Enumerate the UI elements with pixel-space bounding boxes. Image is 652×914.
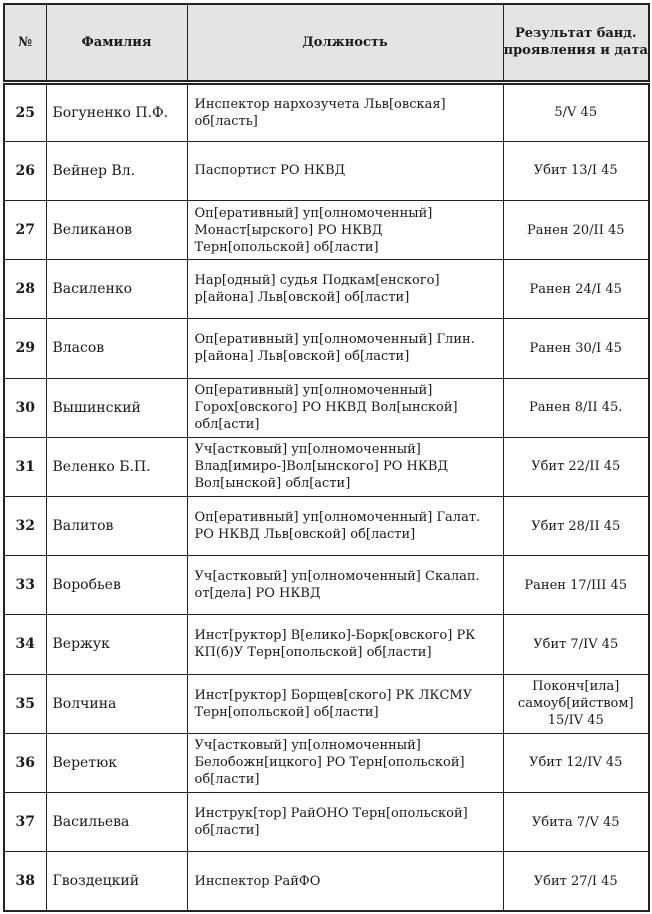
- row-result: Убит 28/II 45: [503, 496, 649, 555]
- row-number: 28: [4, 260, 46, 319]
- header-surname: Фамилия: [46, 4, 187, 82]
- row-surname: Воробьев: [46, 556, 187, 615]
- row-surname: Вержук: [46, 615, 187, 674]
- header-result: [503, 4, 649, 82]
- row-position: Уч[астковый] уп[олномоченный] Белобожн[ицкого] РО Терн[опольской] об[ласти]: [187, 733, 503, 792]
- table-row: [4, 733, 649, 792]
- table-row: [4, 319, 649, 378]
- row-position: Уч[астковый] уп[олномоченный] Скалап. от[дела] РО НКВД: [187, 556, 503, 615]
- row-result: Убит 7/IV 45: [503, 615, 649, 674]
- row-position: Инст[руктор] В[елико]-Борк[овского] РК КП(б)У Терн[опольской] об[ласти]: [187, 615, 503, 674]
- row-result: Ранен 30/I 45: [503, 319, 649, 378]
- row-position: Оп[еративный] уп[олномоченный] Галат. РО НКВД Льв[овской] об[ласти]: [187, 496, 503, 555]
- row-surname: Веленко Б.П.: [46, 437, 187, 496]
- row-surname: Богуненко П.Ф.: [46, 82, 187, 141]
- table-row: [4, 437, 649, 496]
- row-result: Убита 7/V 45: [503, 792, 649, 851]
- header-result-line1: Результат банд.: [514, 26, 637, 42]
- row-surname: Вейнер Вл.: [46, 141, 187, 200]
- row-number: 34: [4, 615, 46, 674]
- row-number: 30: [4, 378, 46, 437]
- table-row: [4, 674, 649, 733]
- row-result: Поконч[ила] самоуб[ийством] 15/IV 45: [503, 674, 649, 733]
- row-position: Инспектор РайФО: [187, 852, 503, 911]
- row-position: Инспектор нархозучета Льв[овская] об[ласть]: [187, 82, 503, 141]
- row-result: Убит 12/IV 45: [503, 733, 649, 792]
- row-result: Убит 13/I 45: [503, 141, 649, 200]
- row-position: Оп[еративный] уп[олномоченный] Глин. р[айона] Льв[овской] об[ласти]: [187, 319, 503, 378]
- row-result: Ранен 8/II 45.: [503, 378, 649, 437]
- header-position: Должность: [187, 4, 503, 82]
- table-row: [4, 141, 649, 200]
- row-position: Оп[еративный] уп[олномоченный] Горох[овского] РО НКВД Вол[ынской] обл[асти]: [187, 378, 503, 437]
- row-number: 25: [4, 82, 46, 141]
- header-result-line2: проявления и дата: [503, 43, 648, 59]
- table-row: [4, 378, 649, 437]
- row-position: Паспортист РО НКВД: [187, 141, 503, 200]
- table-row: [4, 792, 649, 851]
- row-position: Инструк[тор] РайОНО Терн[опольской] об[ласти]: [187, 792, 503, 851]
- row-surname: Власов: [46, 319, 187, 378]
- row-result: Ранен 20/II 45: [503, 200, 649, 259]
- table-row: [4, 82, 649, 141]
- row-surname: Великанов: [46, 200, 187, 259]
- table-header: [4, 4, 649, 82]
- table-row: [4, 496, 649, 555]
- row-number: 29: [4, 319, 46, 378]
- table-row: [4, 200, 649, 259]
- table-row: [4, 615, 649, 674]
- row-number: 33: [4, 556, 46, 615]
- row-surname: Веретюк: [46, 733, 187, 792]
- row-number: 27: [4, 200, 46, 259]
- row-surname: Вышинский: [46, 378, 187, 437]
- row-number: 36: [4, 733, 46, 792]
- table-row: [4, 852, 649, 911]
- row-surname: Васильева: [46, 792, 187, 851]
- casualty-table: [3, 3, 650, 912]
- row-result: Убит 22/II 45: [503, 437, 649, 496]
- row-position: Уч[астковый] уп[олномоченный] Влад[имиро-]Вол[ынского] РО НКВД Вол[ынской] обл[асти]: [187, 437, 503, 496]
- row-position: Инст[руктор] Борщев[ского] РК ЛКСМУ Терн[опольской] об[ласти]: [187, 674, 503, 733]
- row-surname: Валитов: [46, 496, 187, 555]
- row-number: 31: [4, 437, 46, 496]
- row-surname: Василенко: [46, 260, 187, 319]
- row-result: Ранен 17/III 45: [503, 556, 649, 615]
- header-row: [4, 4, 649, 82]
- table-body: [4, 82, 649, 911]
- row-surname: Гвоздецкий: [46, 852, 187, 911]
- header-number: №: [4, 4, 46, 82]
- row-position: Нар[одный] судья Подкам[енского] р[айона] Льв[овской] об[ласти]: [187, 260, 503, 319]
- row-result: 5/V 45: [503, 82, 649, 141]
- table-row: [4, 260, 649, 319]
- row-number: 35: [4, 674, 46, 733]
- row-number: 37: [4, 792, 46, 851]
- row-number: 38: [4, 852, 46, 911]
- row-position: Оп[еративный] уп[олномоченный] Монаст[ырского] РО НКВД Терн[опольской] об[ласти]: [187, 200, 503, 259]
- row-number: 26: [4, 141, 46, 200]
- row-result: Убит 27/I 45: [503, 852, 649, 911]
- row-surname: Волчина: [46, 674, 187, 733]
- row-result: Ранен 24/I 45: [503, 260, 649, 319]
- row-number: 32: [4, 496, 46, 555]
- table-row: [4, 556, 649, 615]
